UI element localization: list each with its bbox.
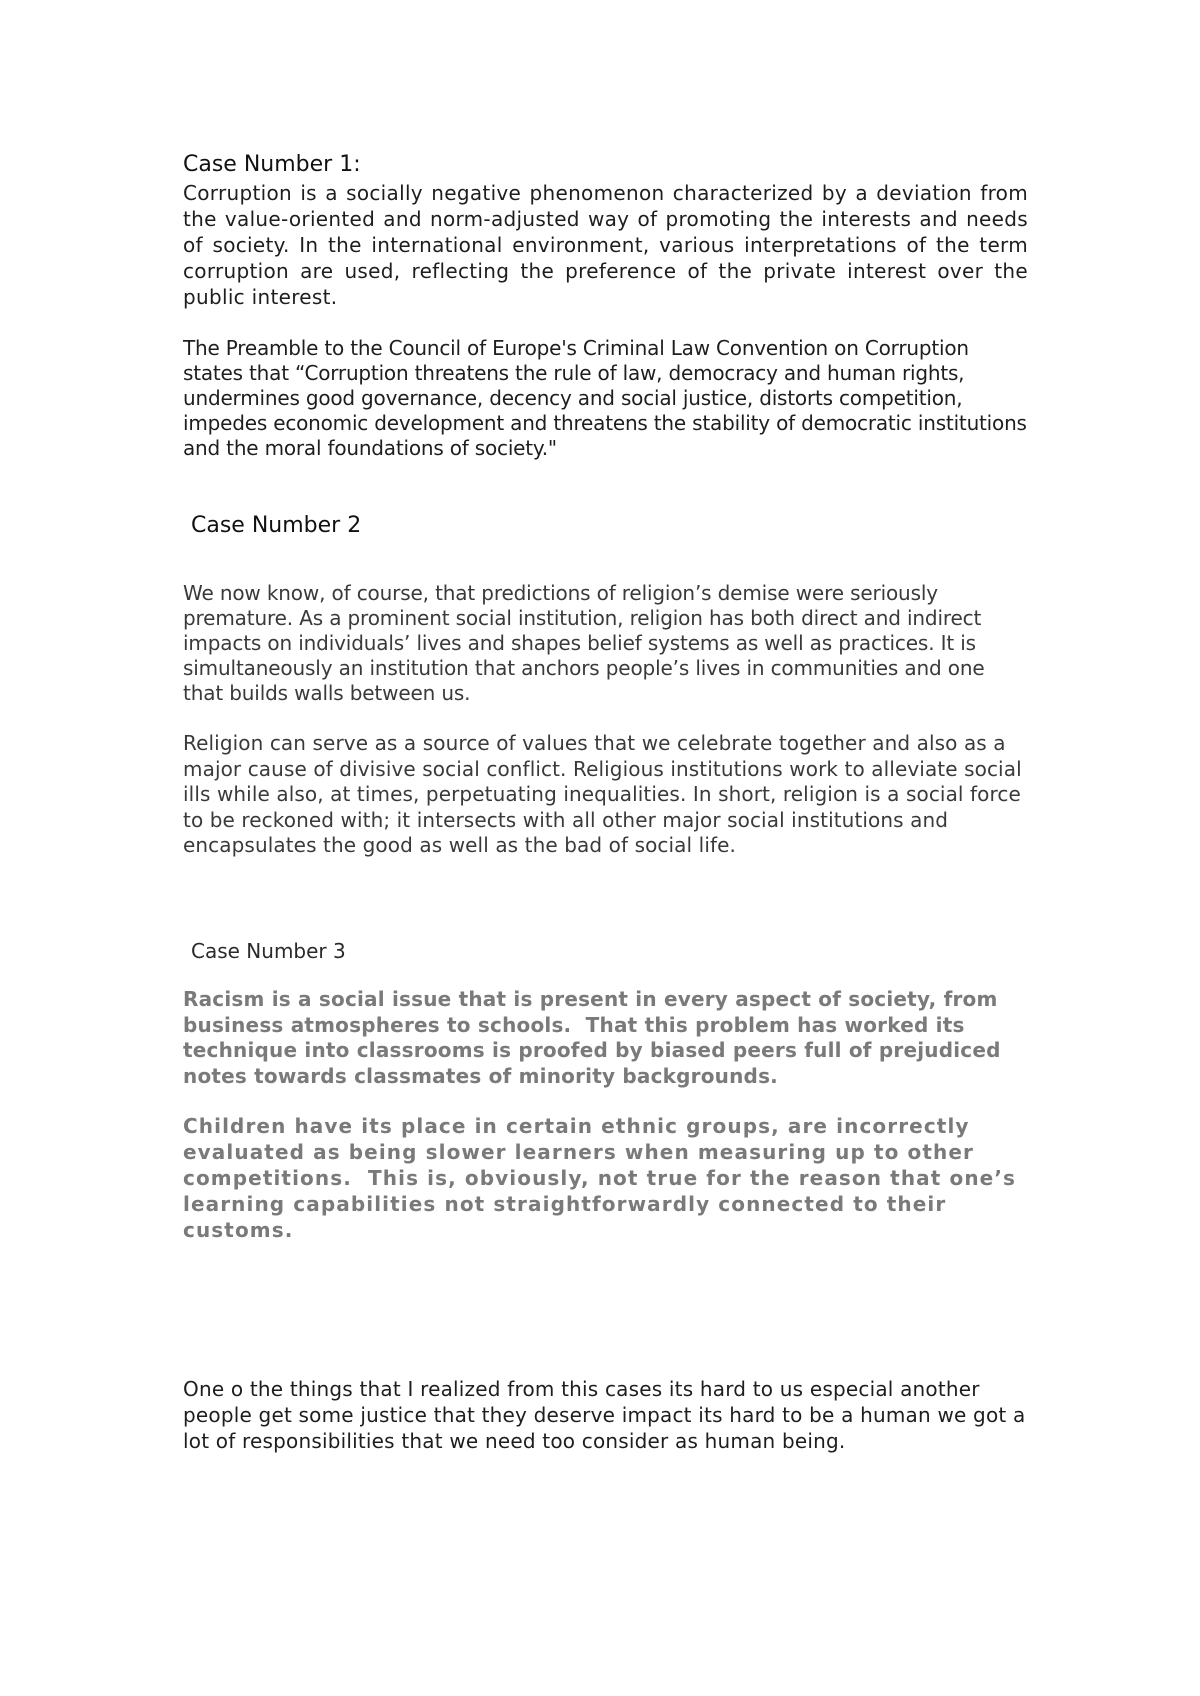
conclusion-paragraph: One o the things that I realized from this cases its hard to us especial another people get some justice that they deserve impact its hard to be a human we got a lot of responsibilities that we need too consider as human being.	[183, 1377, 1026, 1453]
case-1-paragraph-1: Corruption is a socially negative phenomenon characterized by a deviation from the value-oriented and norm-adjusted way of promoting the interests and needs of society. In the international environment, various interpretations of the term corruption are used, reflecting the preference of the private interest over the public interest.	[183, 181, 1028, 309]
case-3-paragraph-1: Racism is a social issue that is present in every aspect of society, from business atmospheres to schools. That this problem has worked its technique into classrooms is proofed by biased peers full of prejudiced notes towards classmates of minority backgrounds.	[183, 987, 1008, 1088]
case-3-paragraph-2: Children have its place in certain ethnic groups, are incorrectly evaluated as being slower learners when measuring up to other competitions. This is, obviously, not true for the reason that one’s learning capabilities not straightforwardly connected to their customs.	[183, 1114, 1025, 1242]
case-2-paragraph-2: Religion can serve as a source of values that we celebrate together and also as a major cause of divisive social conflict. Religious institutions work to alleviate social ills while also, at times, perpetuating inequalities. In short, religion is a social force to be reckoned with; it intersects with all other major social institutions and encapsulates the good as well as the bad of social life.	[183, 731, 1022, 857]
case-1-heading: Case Number 1:	[183, 152, 361, 177]
case-3-heading: Case Number 3	[191, 939, 346, 963]
case-1-paragraph-2: The Preamble to the Council of Europe's Criminal Law Convention on Corruption states that “Corruption threatens the rule of law, democracy and human rights, undermines good governance, decency and social justice, distorts competition, impedes economic development and threatens the stability of democratic institutions and the moral foundations of society."	[183, 336, 1027, 460]
case-2-paragraph-1: We now know, of course, that predictions of religion’s demise were seriously premature. As a prominent social institution, religion has both direct and indirect impacts on individuals’ lives and shapes belief systems as well as practices. It is simultaneously an institution that anchors people’s lives in communities and one that builds walls between us.	[183, 581, 985, 705]
case-2-heading: Case Number 2	[191, 513, 362, 538]
